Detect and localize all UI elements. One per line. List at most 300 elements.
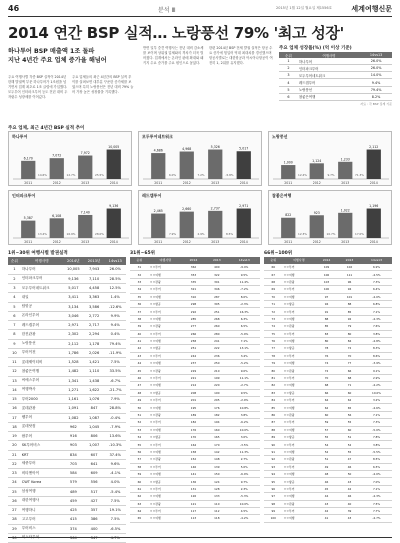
table-cell: ㅇㅇ항공 xyxy=(149,389,182,396)
chart-title: 모두투어네트워크 xyxy=(142,134,173,139)
table-cell: 36 xyxy=(130,300,149,307)
table-cell: 251 xyxy=(182,345,205,352)
table-cell: 한진관광 xyxy=(21,330,63,339)
category-label: 2014 xyxy=(109,181,118,185)
table-row xyxy=(130,374,260,381)
table-cell: 2 xyxy=(279,65,298,72)
table-row xyxy=(8,385,126,394)
table-cell: 64 xyxy=(315,397,338,404)
table-cell: 3.8% xyxy=(361,330,392,337)
table-cell: 43 xyxy=(338,478,361,485)
table-cell: -5.0% xyxy=(361,426,392,433)
table-cell: 3,363 xyxy=(84,293,105,302)
table-cell: ㅇㅇ항공 xyxy=(149,345,182,352)
bar-value-label: 2,971 xyxy=(239,204,249,209)
table-cell: 133 xyxy=(205,493,228,500)
table-row xyxy=(130,448,260,455)
table-cell: 인터파크투어 xyxy=(298,65,360,72)
bar xyxy=(237,151,251,179)
table-cell: ㅇㅇ투어 xyxy=(149,441,182,448)
table-cell: ㅇㅇ여행 xyxy=(149,315,182,322)
table-cell: 71 xyxy=(338,382,361,389)
table-row xyxy=(264,441,392,448)
table-cell: 641 xyxy=(84,459,105,468)
table-cell: 109 xyxy=(315,264,338,271)
table-cell: 32 xyxy=(130,271,149,278)
table-cell: 6.3% xyxy=(228,315,260,322)
table-cell: ㅇㅇ여행 xyxy=(283,493,315,500)
table-row xyxy=(8,265,126,274)
bar xyxy=(180,152,194,179)
table-row xyxy=(8,515,126,524)
bar-value-label: 5,326 xyxy=(210,145,220,150)
column-header: 여행사명 xyxy=(283,257,315,264)
table-row xyxy=(264,374,392,381)
table-cell: 세중투어 xyxy=(21,459,63,468)
table-row xyxy=(279,65,392,72)
table-cell: 15 xyxy=(8,395,21,404)
table-row xyxy=(8,432,126,441)
table-cell: 참좋은여행 xyxy=(21,367,63,376)
table-cell: 91 xyxy=(264,448,283,455)
table-cell: -2.7% xyxy=(228,382,260,389)
body-column-4: 한편 2014년 BSP 전체 발권 실적은 항공 수요 증가에 힘입어 역대 최대치를 경신했으며 항공사별로는 대한항공과 아시아나항공이 여전히 1, 2위를 유지했다. xyxy=(209,46,273,65)
table-row xyxy=(130,515,260,522)
table-row xyxy=(8,450,126,459)
table-cell: 95 xyxy=(264,478,283,485)
table-row xyxy=(8,524,126,533)
table-cell: 1,076 xyxy=(84,395,105,404)
table-cell: 26.0% xyxy=(104,265,126,274)
table-cell: 투어2000 xyxy=(21,395,63,404)
table-cell: 170 xyxy=(182,433,205,440)
table-cell: 레드캡투어 xyxy=(298,79,360,86)
bar-value-label: 4,686 xyxy=(153,148,163,153)
table-cell: 9.6% xyxy=(104,459,126,468)
category-label: 2012 xyxy=(312,181,321,185)
bar xyxy=(338,162,352,179)
table-cell: 40 xyxy=(338,500,361,507)
column-header: 순위 xyxy=(8,257,21,265)
bar-value-label: 2,660 xyxy=(182,207,192,212)
table-cell: 136 xyxy=(182,478,205,485)
table-row xyxy=(264,500,392,507)
table-cell: 26.0% xyxy=(360,65,392,72)
table-cell: 7.5% xyxy=(104,496,126,505)
table-row xyxy=(8,469,126,478)
column-header: 2013년 xyxy=(84,257,105,265)
table-cell: 78 xyxy=(315,345,338,352)
table-cell: 7.1% xyxy=(361,308,392,315)
table-cell: 비티앤아이 xyxy=(21,469,63,478)
table-cell: 1,271 xyxy=(63,385,84,394)
bar xyxy=(151,153,165,179)
category-label: 2014 xyxy=(369,240,378,244)
table-cell: 56 xyxy=(130,448,149,455)
table-cell: 150 xyxy=(205,470,228,477)
table-cell: 56 xyxy=(338,411,361,418)
table-cell: 94 xyxy=(315,300,338,307)
table-row xyxy=(264,419,392,426)
table-cell: ㅇㅇ항공 xyxy=(149,300,182,307)
category-label: 2013 xyxy=(81,181,90,185)
table-cell: -7.2% xyxy=(228,286,260,293)
table-cell: 86 xyxy=(264,411,283,418)
table-row xyxy=(264,367,392,374)
table-cell: 8.0% xyxy=(228,293,260,300)
table-cell: 46 xyxy=(315,478,338,485)
table-cell: 6 xyxy=(279,93,298,100)
table-cell: ㅇㅇ여행 xyxy=(283,360,315,367)
table-cell: 322 xyxy=(205,271,228,278)
table-cell: 27 xyxy=(8,506,21,515)
table-cell: 26.0% xyxy=(360,58,392,65)
table-cell: 2,294 xyxy=(84,330,105,339)
table-cell: 128 xyxy=(205,485,228,492)
table-cell: 내일 xyxy=(21,293,63,302)
table-cell: 201 xyxy=(182,397,205,404)
bar xyxy=(208,211,222,238)
table-cell: -4.0% xyxy=(361,293,392,300)
table-cell: 1,622 xyxy=(84,385,105,394)
table-cell: 76 xyxy=(264,337,283,344)
growth-label: 10.7% xyxy=(326,232,336,236)
table-cell: 4,458 xyxy=(84,284,105,293)
table-cell: 1,007 xyxy=(84,441,105,450)
table-cell: 23 xyxy=(8,469,21,478)
growth-label: 6.0% xyxy=(168,173,177,177)
table-cell: -4.8% xyxy=(361,337,392,344)
table-cell: 투어이천 xyxy=(21,348,63,357)
table-cell: 2,026 xyxy=(84,348,105,357)
category-label: 2014 xyxy=(109,240,118,244)
table-cell: ㅇㅇ투어 xyxy=(283,419,315,426)
table-cell: ㅇㅇ투어 xyxy=(283,463,315,470)
table-cell: 47 xyxy=(338,456,361,463)
table-row xyxy=(264,485,392,492)
table-cell: ㅇㅇ여행 xyxy=(283,382,315,389)
table-cell: 57 xyxy=(315,426,338,433)
table-cell: 33.5% xyxy=(104,367,126,376)
table-cell: 5 xyxy=(8,302,21,311)
table-cell: 236 xyxy=(205,352,228,359)
table-cell: ㅇㅇ관광 xyxy=(149,500,182,507)
table-cell: ㅇㅇ관광 xyxy=(283,367,315,374)
growth-label: -5.8% xyxy=(225,173,234,177)
table-row xyxy=(279,93,392,100)
table-row xyxy=(8,459,126,468)
table-cell: 49 xyxy=(315,463,338,470)
table-cell: 88 xyxy=(338,300,361,307)
table-cell: 1,528 xyxy=(63,358,84,367)
table-cell: 59 xyxy=(315,419,338,426)
table-cell: 49 xyxy=(130,397,149,404)
table-cell: 4.5% xyxy=(228,507,260,514)
table-cell: 102 xyxy=(338,264,361,271)
table-cell: 60 xyxy=(338,389,361,396)
table-cell: 190 xyxy=(205,389,228,396)
table-cell: 10 xyxy=(8,348,21,357)
table-cell: 6.5% xyxy=(361,463,392,470)
table-cell: 7.5% xyxy=(104,358,126,367)
table-cell: -5.5% xyxy=(361,448,392,455)
table-cell: 46 xyxy=(338,463,361,470)
table-cell: 160 xyxy=(205,426,228,433)
table-cell: 10,005 xyxy=(63,265,84,274)
table-cell: 13.1% xyxy=(228,345,260,352)
table-cell: ㅇㅇ여행 xyxy=(149,426,182,433)
table-cell: 260 xyxy=(205,323,228,330)
table-cell: 1,178 xyxy=(84,339,105,348)
table-cell: -0.4% xyxy=(104,413,126,422)
table-cell: ㅇㅇ여행 xyxy=(283,426,315,433)
table-cell: 1,341 xyxy=(63,376,84,385)
growth-label: 9.7% xyxy=(327,173,335,177)
table-cell: ㅇㅇ투어 xyxy=(283,330,315,337)
category-label: 2012 xyxy=(52,181,61,185)
table-cell: 19.1% xyxy=(104,506,126,515)
table-row xyxy=(8,422,126,431)
table-cell: ㅇㅇ투어 xyxy=(283,286,315,293)
bar-value-label: 1,233 xyxy=(340,157,350,162)
table-cell: 425 xyxy=(63,506,84,515)
bar xyxy=(310,215,324,238)
table-row xyxy=(130,300,260,307)
table-cell: 229 xyxy=(182,367,205,374)
table-cell: 9.9% xyxy=(104,311,126,320)
table-cell: 29 xyxy=(8,524,21,533)
table-cell: 285 xyxy=(182,315,205,322)
bar-chart xyxy=(269,132,393,187)
table-cell: 834 xyxy=(63,450,84,459)
table-cell: -10.3% xyxy=(104,441,126,450)
table-cell: -6.2% xyxy=(228,419,260,426)
table-cell: 8.2% xyxy=(360,93,392,100)
table-cell: 롯데관광 xyxy=(21,404,63,413)
table-cell: 4.0% xyxy=(104,478,126,487)
table-cell: 126 xyxy=(182,493,205,500)
growth-summary-table xyxy=(279,45,392,106)
table-cell: 1 xyxy=(279,58,298,65)
body-column-2: 주요 업체들의 최근 4년간의 BSP 실적 추이를 살펴보면 대부분 꾸준한 증가세를 보였으며 특히 노랑풍선은 전년 대비 79% 늘어 가장 높은 성장률을 기록했다. xyxy=(72,75,134,94)
table-cell: 16.3% xyxy=(228,308,260,315)
table-cell: 346 xyxy=(205,286,228,293)
table-cell: 55 xyxy=(338,419,361,426)
table-cell: 7.1% xyxy=(361,411,392,418)
table-row xyxy=(130,463,260,470)
table-cell: 292 xyxy=(182,308,205,315)
bar-value-label: 4,968 xyxy=(182,147,192,152)
table-cell: 6.9% xyxy=(361,264,392,271)
table-cell: 68 xyxy=(315,382,338,389)
table-cell: 7.5% xyxy=(104,515,126,524)
table-cell: ㅇㅇ투어 xyxy=(149,463,182,470)
table-cell: 3.4% xyxy=(228,352,260,359)
column-header: 2013 xyxy=(205,257,228,264)
table-cell: 웹투어 xyxy=(21,413,63,422)
table-cell: 199 xyxy=(205,374,228,381)
table-cell: ㅇㅇ여행 xyxy=(149,337,182,344)
table-cell: 298 xyxy=(182,300,205,307)
table-row xyxy=(130,470,260,477)
header-rule xyxy=(8,16,392,17)
table-cell: ㅇㅇ항공 xyxy=(149,478,182,485)
table-cell: 37.4% xyxy=(104,450,126,459)
table-cell: 85 xyxy=(338,308,361,315)
table-cell: 489 xyxy=(63,487,84,496)
table-cell: 삼성여행 xyxy=(21,487,63,496)
growth-label: 2.9% xyxy=(197,232,205,236)
growth-label: 12.3% xyxy=(298,232,307,236)
table-cell: 113 xyxy=(182,515,205,522)
table-cell: 68 xyxy=(264,278,283,285)
bar-chart-panel xyxy=(268,190,392,245)
table-cell: 5.0% xyxy=(228,463,260,470)
table-cell: 51 xyxy=(315,456,338,463)
table-cell: 3.0% xyxy=(228,433,260,440)
table-cell: -3.9% xyxy=(361,360,392,367)
table-cell: 556 xyxy=(84,478,105,487)
table-cell: 1,045 xyxy=(84,422,105,431)
table-cell: 16 xyxy=(8,404,21,413)
table-cell: 3,411 xyxy=(63,293,84,302)
table-cell: 72 xyxy=(264,308,283,315)
table-cell: 3,134 xyxy=(63,302,84,311)
table-cell: 47 xyxy=(130,382,149,389)
table-cell: 여행하니 xyxy=(21,506,63,515)
table-cell: 9 xyxy=(8,339,21,348)
table-row xyxy=(130,360,260,367)
table-cell: -4.5% xyxy=(361,271,392,278)
table-cell: 51 xyxy=(130,411,149,418)
table-cell: ㅇㅇ여행 xyxy=(149,448,182,455)
table-row xyxy=(130,426,260,433)
table-cell: 66 xyxy=(264,264,283,271)
table-row xyxy=(8,321,126,330)
table-cell: 164 xyxy=(182,441,205,448)
table-cell: 롯데제이티비 xyxy=(21,358,63,367)
chart-title: 레드캡투어 xyxy=(142,193,162,198)
bar xyxy=(78,215,92,238)
table-cell: 18 xyxy=(8,422,21,431)
table-cell: ㅇㅇ관광 xyxy=(283,456,315,463)
bar-value-label: 2,737 xyxy=(210,206,220,211)
bar-chart-panel xyxy=(8,190,132,245)
table-cell: 7.8% xyxy=(361,433,392,440)
table-row xyxy=(130,315,260,322)
table-cell: ㅇㅇ관광 xyxy=(283,278,315,285)
masthead-logo: 세계여행신문 xyxy=(351,4,392,13)
table-row xyxy=(8,506,126,515)
table-cell: -5.3% xyxy=(228,493,260,500)
table-cell: 53 xyxy=(130,426,149,433)
table-cell: 탑항공 xyxy=(21,302,63,311)
table-cell: -6.0% xyxy=(228,470,260,477)
table-cell: 13.6% xyxy=(104,432,126,441)
table-cell: 101 xyxy=(338,293,361,300)
table-cell: 21 xyxy=(8,450,21,459)
table-row xyxy=(264,345,392,352)
table-cell: 참좋은여행 xyxy=(298,93,360,100)
table-cell: -3.5% xyxy=(228,441,260,448)
table-cell: 903 xyxy=(63,441,84,450)
table-row xyxy=(279,72,392,79)
table-cell: 124 xyxy=(205,478,228,485)
table-cell: 91 xyxy=(315,308,338,315)
table-row xyxy=(8,348,126,357)
table-cell: 37 xyxy=(130,308,149,315)
table-cell: 1,082 xyxy=(63,413,84,422)
table-cell: 85 xyxy=(315,323,338,330)
table-cell: ㅇㅇ투어 xyxy=(283,264,315,271)
table-cell: ㅇㅇ투어 xyxy=(283,397,315,404)
table-cell: 3.8% xyxy=(228,411,260,418)
table-row xyxy=(8,330,126,339)
table-cell: 12 xyxy=(8,367,21,376)
bar-chart xyxy=(139,191,263,246)
table-cell: ㅇㅇ관광 xyxy=(283,411,315,418)
table-cell: 97 xyxy=(315,293,338,300)
growth-label: 13.4% xyxy=(38,232,47,236)
table-cell: ㅇㅇ투어 xyxy=(149,330,182,337)
table-cell: 310 xyxy=(182,293,205,300)
table-cell: 77 xyxy=(338,360,361,367)
table-cell: 5 xyxy=(279,86,298,93)
table-cell: 1,421 xyxy=(84,358,105,367)
table-cell: 80 xyxy=(315,337,338,344)
table-cell: ㅇㅇ투어 xyxy=(283,352,315,359)
body-column-3: 반면 일부 중견 여행사는 전년 대비 감소세를 보이며 상위권 업체와의 격차가 더욱 벌어졌다. 업계에서는 온라인 판매 확대와 패키지 수요 증가를 주요 원인으로 꼽았다. xyxy=(143,46,204,65)
table-cell: 60 xyxy=(130,478,149,485)
table-cell: 50 xyxy=(338,470,361,477)
table-cell: 70 xyxy=(338,352,361,359)
table-row xyxy=(279,58,392,65)
table-cell: ㅇㅇ여행 xyxy=(149,271,182,278)
table-cell: 79.4% xyxy=(360,86,392,93)
table-header-row xyxy=(8,257,126,265)
table-cell: 111 xyxy=(338,271,361,278)
table-cell: 79 xyxy=(264,360,283,367)
column-header: 2014 xyxy=(315,257,338,264)
table-cell: 2.7% xyxy=(228,456,260,463)
table-cell: 7,943 xyxy=(84,265,105,274)
table-cell: 8.6% xyxy=(361,352,392,359)
table-cell: 287 xyxy=(205,293,228,300)
table-cell: 353 xyxy=(182,271,205,278)
table-cell: 28.5% xyxy=(104,274,126,283)
table-cell: 3.2% xyxy=(361,397,392,404)
table-cell: 39 xyxy=(130,323,149,330)
table-row xyxy=(130,367,260,374)
category-label: 2012 xyxy=(312,240,321,244)
table-cell: 84 xyxy=(264,397,283,404)
table-cell: ㅇㅇ여행 xyxy=(283,515,315,522)
bar-chart xyxy=(269,191,393,246)
table-cell: 374 xyxy=(63,524,84,533)
table-cell: ㅇㅇ여행 xyxy=(149,470,182,477)
bar xyxy=(338,213,352,238)
table-cell: 10.0% xyxy=(361,389,392,396)
column-header: 여행사명 xyxy=(21,257,63,265)
table-cell: 81 xyxy=(264,374,283,381)
table-cell: 73 xyxy=(264,315,283,322)
table-cell: 43 xyxy=(338,515,361,522)
table-cell: 92 xyxy=(264,456,283,463)
table-row xyxy=(130,456,260,463)
table-cell: -11.9% xyxy=(104,348,126,357)
table-row xyxy=(8,413,126,422)
table-row xyxy=(264,515,392,522)
